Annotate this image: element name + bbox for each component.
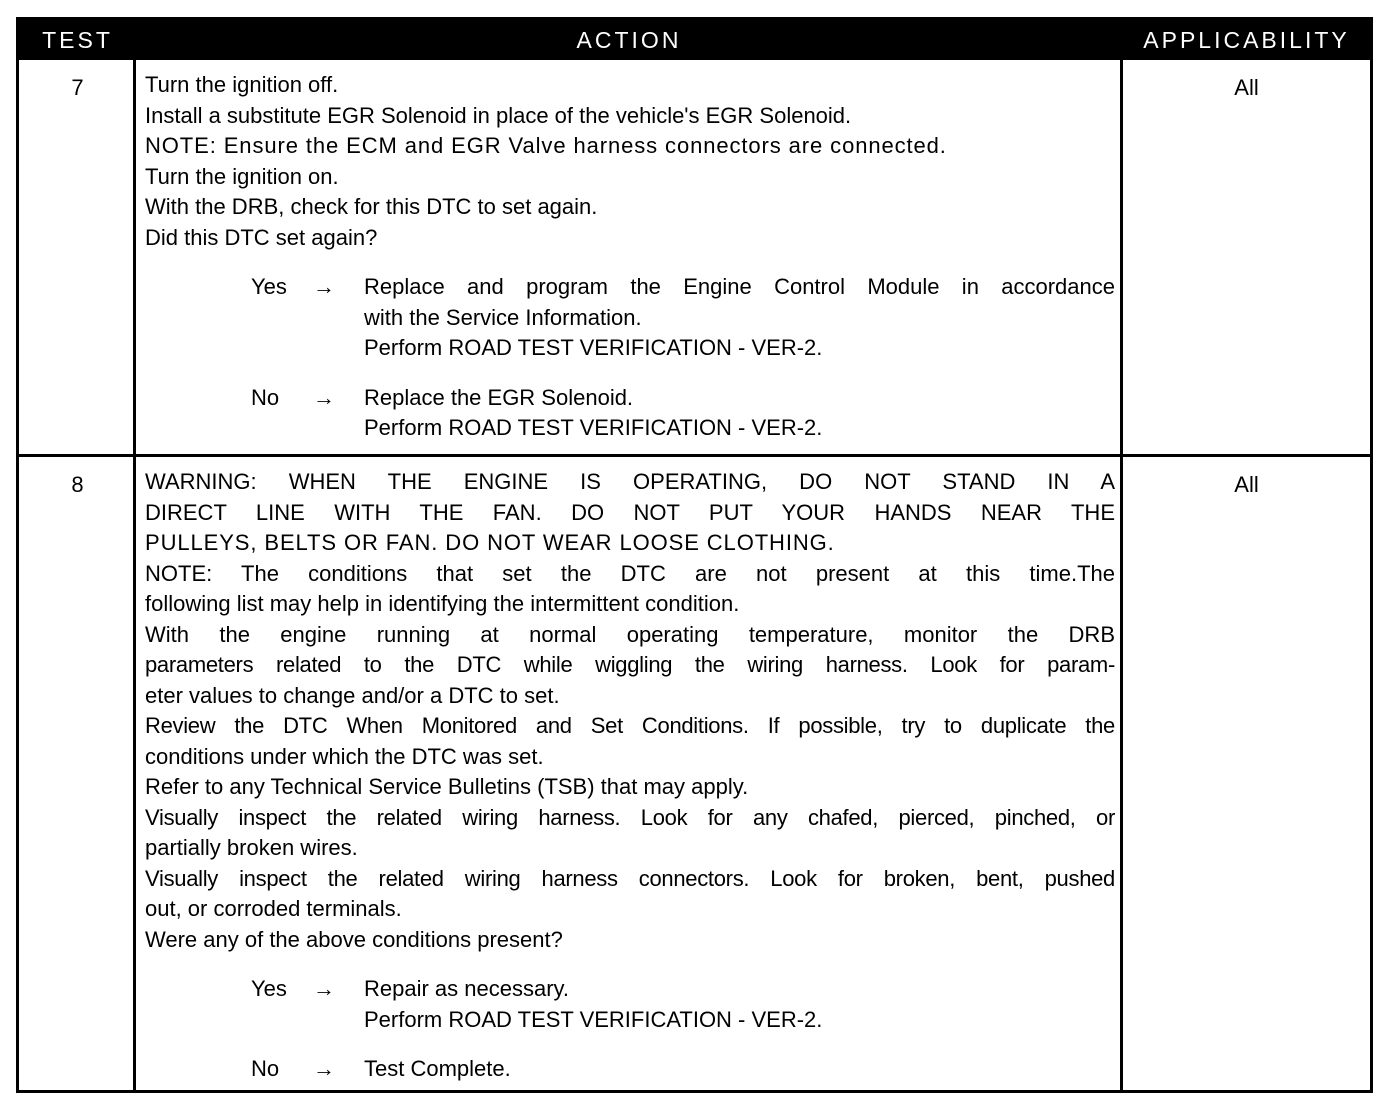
action-line: With the DRB, check for this DTC to set again.: [145, 194, 598, 219]
action-line: Install a substitute EGR Solenoid in place of the vehicle's EGR Solenoid.: [145, 102, 852, 128]
action-line: Refer to any Technical Service Bulletins (TSB) that may apply.: [145, 774, 749, 799]
response-line: Perform ROAD TEST VERIFICATION - VER-2.: [364, 335, 823, 360]
yes-label: Yes: [251, 976, 287, 1001]
applicability-value: All: [1234, 472, 1259, 497]
header-applicability: APPLICABILITY: [1143, 27, 1350, 53]
no-response: [145, 1054, 1115, 1085]
test-number: 7: [71, 75, 84, 100]
no-label: No: [251, 1056, 280, 1081]
table-header: [19, 20, 1370, 60]
right-arrow-icon: →: [313, 976, 335, 1001]
response-line: Repair as necessary.: [364, 976, 570, 1001]
action-line: Did this DTC set again?: [145, 224, 378, 250]
action-line: Turn the ignition on.: [145, 163, 339, 189]
yes-response: [145, 974, 1115, 1005]
action-line: out, or corroded terminals.: [145, 896, 402, 921]
response-line: with the Service Information.: [364, 304, 642, 330]
yes-label: Yes: [251, 274, 287, 299]
right-arrow-icon: →: [313, 384, 335, 410]
applicability-value: All: [1234, 75, 1259, 100]
action-line: following list may help in identifying the intermittent condition.: [145, 591, 740, 616]
action-line: PULLEYS, BELTS OR FAN. DO NOT WEAR LOOSE CLOTHING.: [145, 530, 835, 555]
row-divider: [19, 454, 1370, 457]
action-line: Review the DTC When Monitored and Set Conditions. If possible, try to duplicate the: [145, 713, 1115, 738]
action-line: parameters related to the DTC while wiggling the wiring harness. Look for param-: [145, 652, 1115, 677]
response-line: Replace the EGR Solenoid.: [364, 384, 634, 410]
column-divider: [133, 60, 136, 1093]
right-arrow-icon: →: [313, 1056, 335, 1081]
action-line: DIRECT LINE WITH THE FAN. DO NOT PUT YOUR HANDS NEAR THE: [145, 499, 1115, 525]
action-line: Visually inspect the related wiring harness. Look for any chafed, pierced, pinched, or: [145, 804, 1115, 830]
response-line: Perform ROAD TEST VERIFICATION - VER-2.: [364, 415, 823, 440]
right-arrow-icon: →: [313, 274, 335, 299]
response-line: Perform ROAD TEST VERIFICATION - VER-2.: [364, 1006, 823, 1032]
response-line: Test Complete.: [364, 1056, 511, 1081]
test-number: 8: [71, 472, 84, 497]
diagnostic-test-table: [16, 17, 1373, 1093]
yes-response: [145, 272, 1115, 303]
action-line: Turn the ignition off.: [145, 72, 339, 97]
response-line: Replace and program the Engine Control Module in accordance: [364, 274, 1115, 299]
action-line: NOTE: Ensure the ECM and EGR Valve harness connectors are connected.: [145, 133, 947, 158]
action-line: partially broken wires.: [145, 835, 358, 860]
header-test: TEST: [42, 27, 113, 53]
column-divider: [1120, 60, 1123, 1093]
action-cell-test-8: [145, 467, 1115, 1085]
no-label: No: [251, 384, 280, 410]
header-action: ACTION: [576, 27, 682, 53]
action-line: Were any of the above conditions present?: [145, 926, 563, 952]
action-line: NOTE: The conditions that set the DTC are not present at this time.The: [145, 560, 1115, 586]
action-cell-test-7: [145, 70, 1115, 444]
action-line: eter values to change and/or a DTC to set.: [145, 682, 560, 708]
action-line: With the engine running at normal operating temperature, monitor the DRB: [145, 621, 1115, 647]
no-response: [145, 383, 1115, 414]
action-line: conditions under which the DTC was set.: [145, 743, 544, 769]
action-line: Visually inspect the related wiring harness connectors. Look for broken, bent, pushed: [145, 865, 1115, 891]
action-line: WARNING: WHEN THE ENGINE IS OPERATING, DO NOT STAND IN A: [145, 469, 1115, 494]
